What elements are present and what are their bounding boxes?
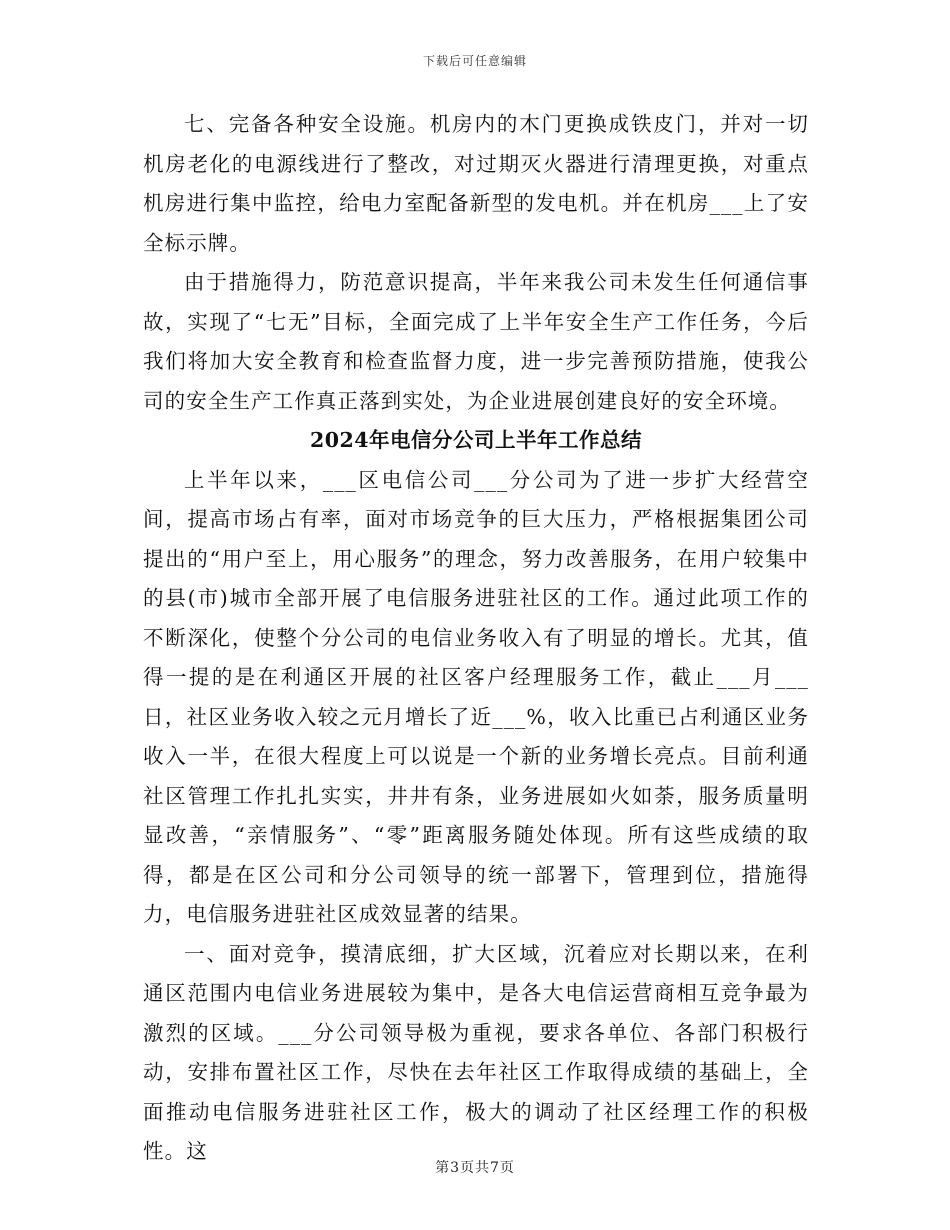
paragraph-competition: 一、面对竞争，摸清底细，扩大区域，沉着应对长期以来，在利通区范围内电信业务进展较为集中，是各大电信运营商相互竞争最为激烈的区域。___分公司领导极为重视，要求各单位、各部门积极行动，安排布置社区工作，尽快在去年社区工作取得成绩的基础上，全面推动电信服务进驻社区工作，极大的调动了社区经理工作的积极性。这 [143,941,809,1163]
page-header-note: 下载后可任意编辑 [422,54,527,68]
page-number-footer: 第3页共7页 [435,1160,515,1176]
paragraph-safety-summary: 由于措施得力，防范意识提高，半年来我公司未发生任何通信事故，实现了“七无”目标，全面完成了上半年安全生产工作任务，今后我们将加大安全教育和检查监督力度，进一步完善预防措施，使我公司的安全生产工作真正落到实处，为企业进展创建良好的安全环境。 [143,270,809,413]
document-body [143,105,809,1172]
paragraph-half-year-intro: 上半年以来，___区电信公司___分公司为了进一步扩大经营空间，提高市场占有率，面对市场竞争的巨大压力，严格根据集团公司提出的“用户至上，用心服务”的理念，努力改善服务，在用户较集中的县(市)城市全部开展了电信服务进驻社区的工作。通过此项工作的不断深化，使整个分公司的电信业务收入有了明显的增长。尤其，值得一提的是在利通区开展的社区客户经理服务工作，截止___月___日，社区业务收入较之元月增长了近___%，收入比重已占利通区业务收入一半，在很大程度上可以说是一个新的业务增长亮点。目前利通社区管理工作扎扎实实，井井有条，业务进展如火如荼，服务质量明显改善，“亲情服务”、“零”距离服务随处体现。所有这些成绩的取得，都是在区公司和分公司领导的统一部署下，管理到位，措施得力，电信服务进驻社区成效显著的结果。 [143,467,809,926]
paragraph-safety-facilities: 七、完备各种安全设施。机房内的木门更换成铁皮门，并对一切机房老化的电源线进行了整改，对过期灭火器进行清理更换，对重点机房进行集中监控，给电力室配备新型的发电机。并在机房___上了安全标示牌。 [143,112,809,255]
section-title: 2024年电信分公司上半年工作总结 [309,428,643,452]
